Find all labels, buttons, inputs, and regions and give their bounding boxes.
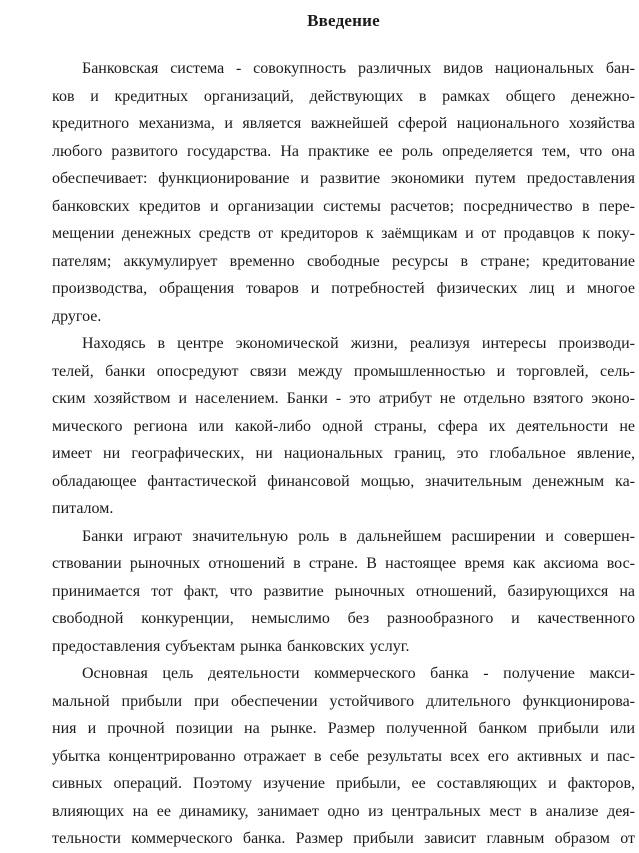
paragraph-line: мальной прибыли при обеспечении устойчивого длительного функционирова- bbox=[52, 692, 635, 710]
paragraph-line: телей, банки опосредуют связи между промышленностью и торговлей, сель- bbox=[52, 362, 635, 380]
paragraph-line: обладающее фантастической финансовой мощью, значительным денежным ка- bbox=[52, 472, 635, 490]
document-content bbox=[52, 10, 635, 853]
paragraph-line: влияющих на ее динамику, занимает одно из центральных мест в анализе дея- bbox=[52, 802, 635, 820]
page-title: Введение bbox=[307, 11, 380, 30]
paragraph-line: тельности коммерческого банка. Размер прибыли зависит главным образом от bbox=[52, 830, 635, 847]
paragraph-line: питалом. bbox=[52, 500, 114, 517]
paragraph-line: кредитного механизма, и является важнейшей сферой национального хозяйства bbox=[52, 115, 635, 132]
paragraph-line: другое. bbox=[52, 307, 102, 325]
paragraph-line: свободной конкуренции, немыслимо без разнообразного и качественного bbox=[52, 610, 635, 627]
paragraph-line: принимается тот факт, что развитие рыночных отношений, базирующихся на bbox=[52, 582, 635, 600]
paragraph-line: Банковская система - совокупность различных видов национальных бан- bbox=[82, 60, 635, 77]
paragraph-line: Основная цель деятельности коммерческого банка - получение макси- bbox=[82, 665, 635, 682]
paragraph-line: предоставления субъектам рынка банковских услуг. bbox=[52, 637, 410, 655]
paragraph-line: убытка концентрированно отражает в себе результаты всех его активных и пас- bbox=[52, 747, 635, 765]
paragraph bbox=[52, 523, 635, 661]
paragraph bbox=[52, 660, 635, 853]
paragraph-line: обеспечивает: функционирование и развитие экономики путем предоставления bbox=[52, 170, 635, 187]
paragraph-line: производства, обращения товаров и потребностей физических лиц и многое bbox=[52, 280, 635, 297]
paragraph-line: любого развитого государства. На практике ее роль определяется тем, что она bbox=[52, 142, 635, 160]
paragraph-line: ствовании рыночных отношений в стране. В настоящее время как аксиома вос- bbox=[52, 555, 635, 572]
paragraph-line: мического региона или какой-либо одной страны, сфера их деятельности не bbox=[52, 417, 635, 435]
paragraph-line: пателям; аккумулирует временно свободные ресурсы в стране; кредитование bbox=[52, 252, 635, 270]
paragraph-line: сивных операций. Поэтому изучение прибыли, ее составляющих и факторов, bbox=[52, 775, 635, 792]
paragraph-line: мещении денежных средств от кредиторов к заёмщикам и от продавцов к поку- bbox=[52, 225, 635, 242]
paragraph-line: банковских кредитов и организации системы расчетов; посредничество в пере- bbox=[52, 197, 635, 215]
paragraph-line: ским хозяйством и населением. Банки - это атрибут не отдельно взятого эконо- bbox=[52, 390, 635, 407]
paragraph bbox=[52, 330, 635, 523]
paragraph-line: ков и кредитных организаций, действующих в рамках общего денежно- bbox=[52, 87, 635, 105]
paragraph-line: имеет ни географических, ни национальных границ, это глобальное явление, bbox=[52, 445, 635, 462]
paragraph-line: Находясь в центре экономической жизни, реализуя интересы производи- bbox=[82, 335, 635, 352]
paragraph bbox=[52, 55, 635, 330]
paragraph-line: ния и прочной позиции на рынке. Размер полученной банком прибыли или bbox=[52, 720, 635, 737]
paragraph-line: Банки играют значительную роль в дальнейшем расширении и совершен- bbox=[82, 527, 635, 545]
document-body bbox=[52, 55, 635, 853]
